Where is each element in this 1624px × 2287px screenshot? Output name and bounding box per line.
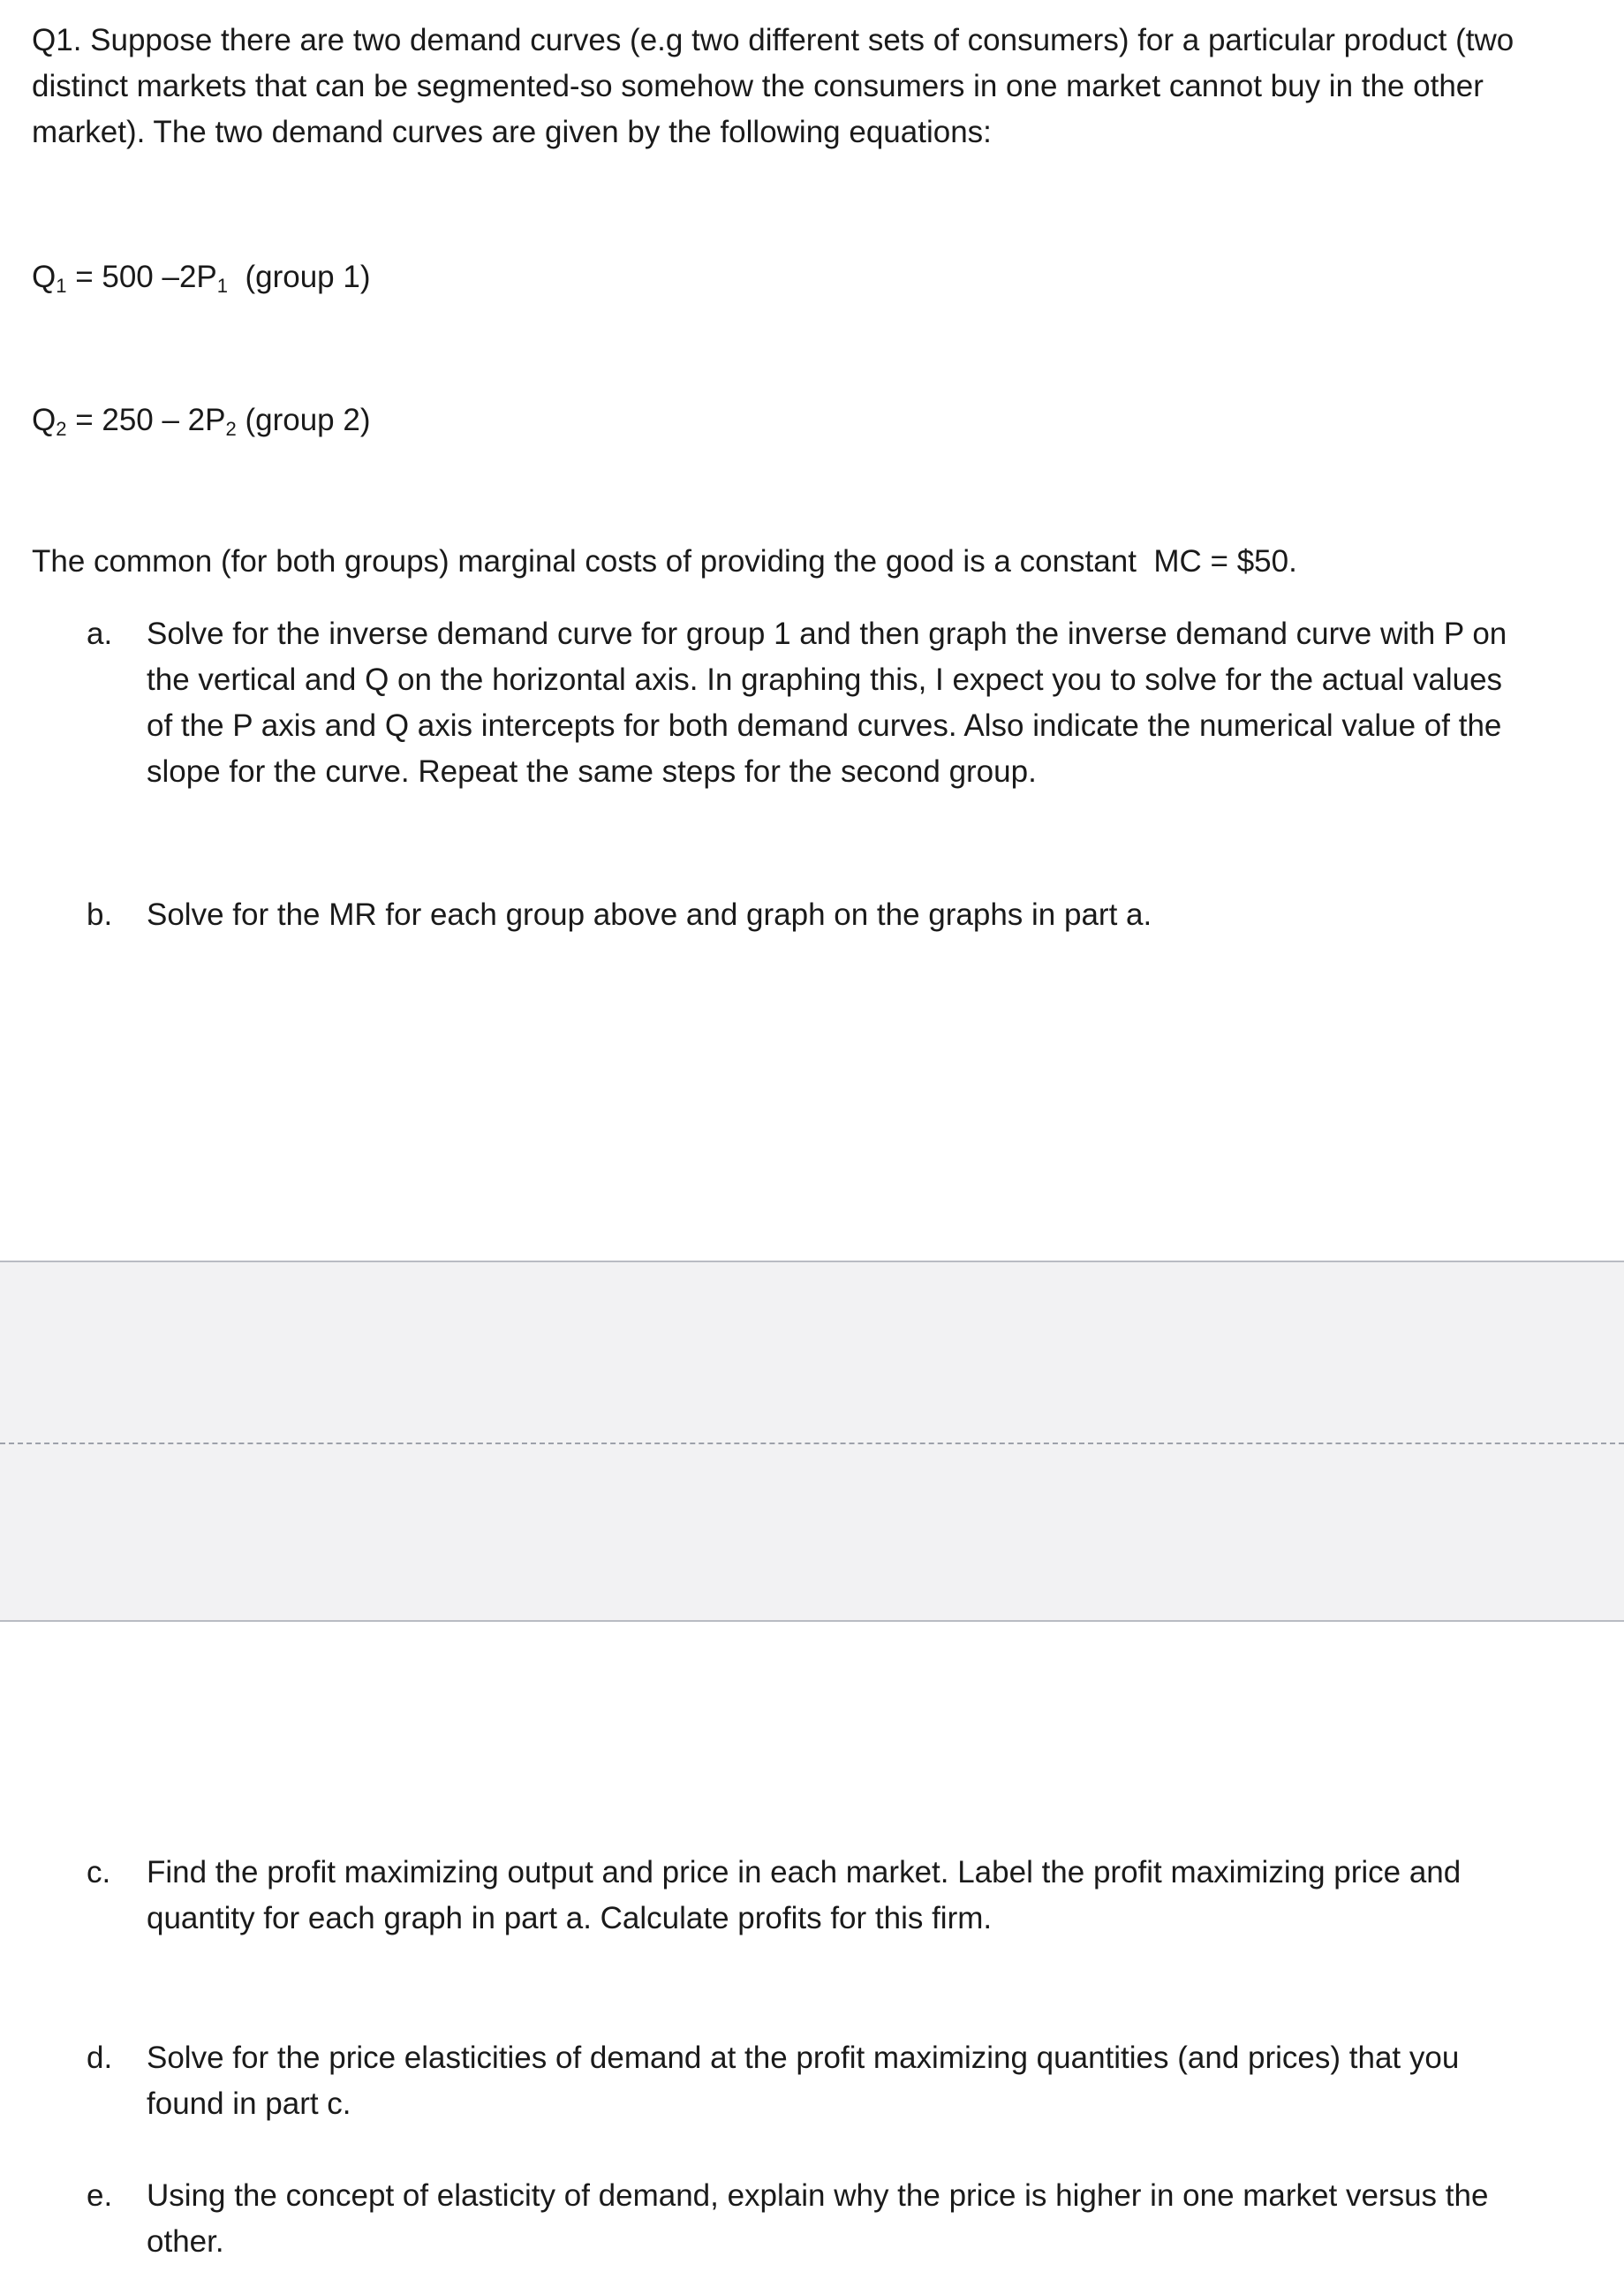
eq1-mid-subscript: 1 [216, 275, 229, 297]
part-b-marker: b. [87, 897, 113, 932]
question-intro: Q1. Suppose there are two demand curves (e.g two different sets of consumers) for a particular product (two distinct markets that can be segmented-so somehow the consumers in one market cannot buy in the other market). The two demand curves are given by the following equations: [32, 23, 1514, 149]
part-e-marker: e. [87, 2178, 113, 2213]
part-b-text: Solve for the MR for each group above and graph on the graphs in part a. [147, 897, 1152, 932]
part-c-text: Find the profit maximizing output and price in each market. Label the profit maximizing price and quantity for each graph in part a. Calculate profits for this firm. [147, 1855, 1462, 1935]
part-c-marker: c. [87, 1855, 111, 1889]
eq2-mid: = 250 – 2P [66, 403, 226, 437]
part-a-marker: a. [87, 617, 113, 651]
eq1-group-label: (group 1) [228, 260, 371, 294]
eq2-mid-subscript: 2 [225, 418, 237, 440]
part-e-text: Using the concept of elasticity of demand, explain why the price is higher in one market versus the other. [147, 2178, 1489, 2259]
eq1-lhs-subscript: 1 [56, 275, 67, 297]
marginal-cost-statement: The common (for both groups) marginal costs of providing the good is a constant MC = $50. [32, 544, 1297, 579]
eq2-lhs: Q [32, 403, 57, 437]
demand-equation-group-2 [32, 398, 1533, 443]
answer-area-divider [0, 1443, 1624, 1444]
eq1-mid: = 500 –2P [66, 260, 217, 294]
answer-input-area[interactable] [0, 1261, 1624, 1622]
demand-equation-group-1 [32, 254, 1533, 300]
part-d-marker: d. [87, 2041, 113, 2075]
eq2-lhs-subscript: 2 [56, 418, 67, 440]
eq2-group-label: (group 2) [236, 403, 371, 437]
part-d-text: Solve for the price elasticities of demand at the profit maximizing quantities (and prices) that you found in part c. [147, 2041, 1460, 2121]
part-a-text: Solve for the inverse demand curve for group 1 and then graph the inverse demand curve with P on the vertical and Q on the horizontal axis. In graphing this, I expect you to solve for the actual values of the P axis and Q axis intercepts for both demand curves. Also indicate the numerical value of the slope for the curve. Repeat the same steps for the second group. [147, 617, 1507, 789]
eq1-lhs: Q [32, 260, 57, 294]
